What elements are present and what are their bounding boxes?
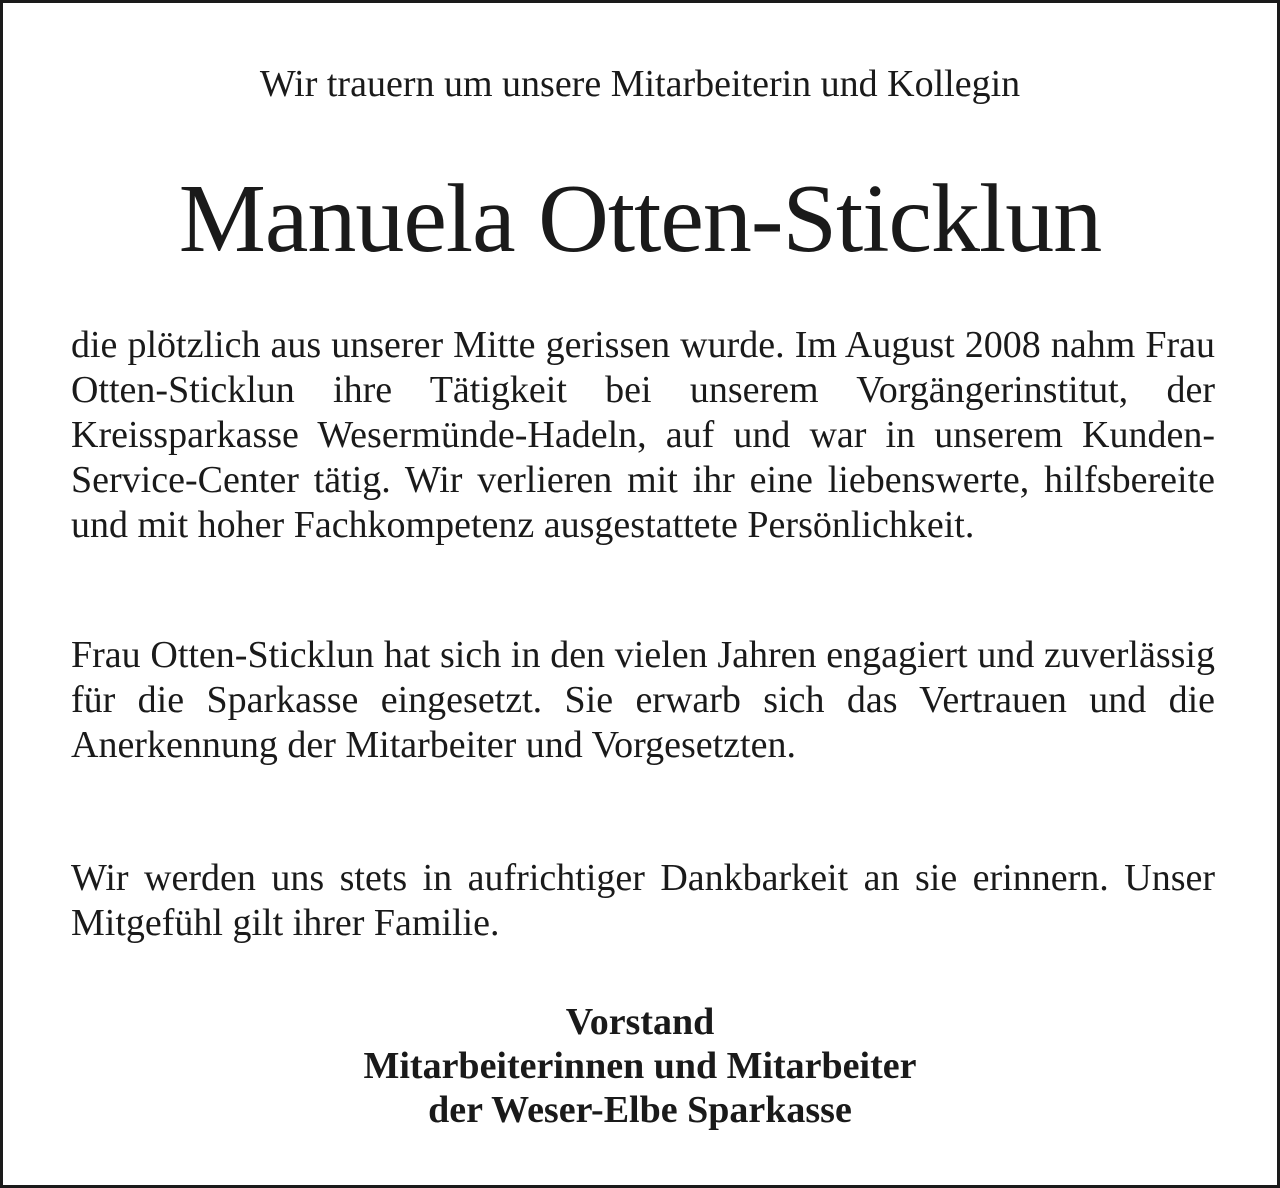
signature-line-bank: der Weser-Elbe Sparkasse	[428, 1089, 852, 1131]
paragraph-career: die plötzlich aus unserer Mitte gerissen wurde. Im August 2008 nahm Frau Otten-Sticklun ihre Tätigkeit bei unserem Vorgängerinstitut, der Kreissparkasse Wesermünde-Hadeln, auf und war in unserem Kunden-Service-Center tätig. Wir verlieren mit ihr eine liebenswerte, hilfsbereite und mit hoher Fachkompetenz ausgestattete Persönlichkeit.	[71, 324, 1215, 546]
intro-line: Wir trauern um unsere Mitarbeiterin und Kollegin	[259, 63, 1021, 105]
paragraph-commitment: Frau Otten-Sticklun hat sich in den vielen Jahren engagiert und zuverlässig für die Sparkasse eingesetzt. Sie erwarb sich das Vertrauen und die Anerkennung der Mitarbeiter und Vorgesetzten.	[71, 634, 1215, 766]
signature-line-staff: Mitarbeiterinnen und Mitarbeiter	[363, 1045, 917, 1087]
signature-line-board: Vorstand	[565, 1001, 715, 1043]
paragraph-condolence: Wir werden uns stets in aufrichtiger Dankbarkeit an sie erinnern. Unser Mitgefühl gilt ihrer Familie.	[71, 857, 1215, 944]
deceased-name: Manuela Otten-Sticklun	[178, 165, 1102, 273]
